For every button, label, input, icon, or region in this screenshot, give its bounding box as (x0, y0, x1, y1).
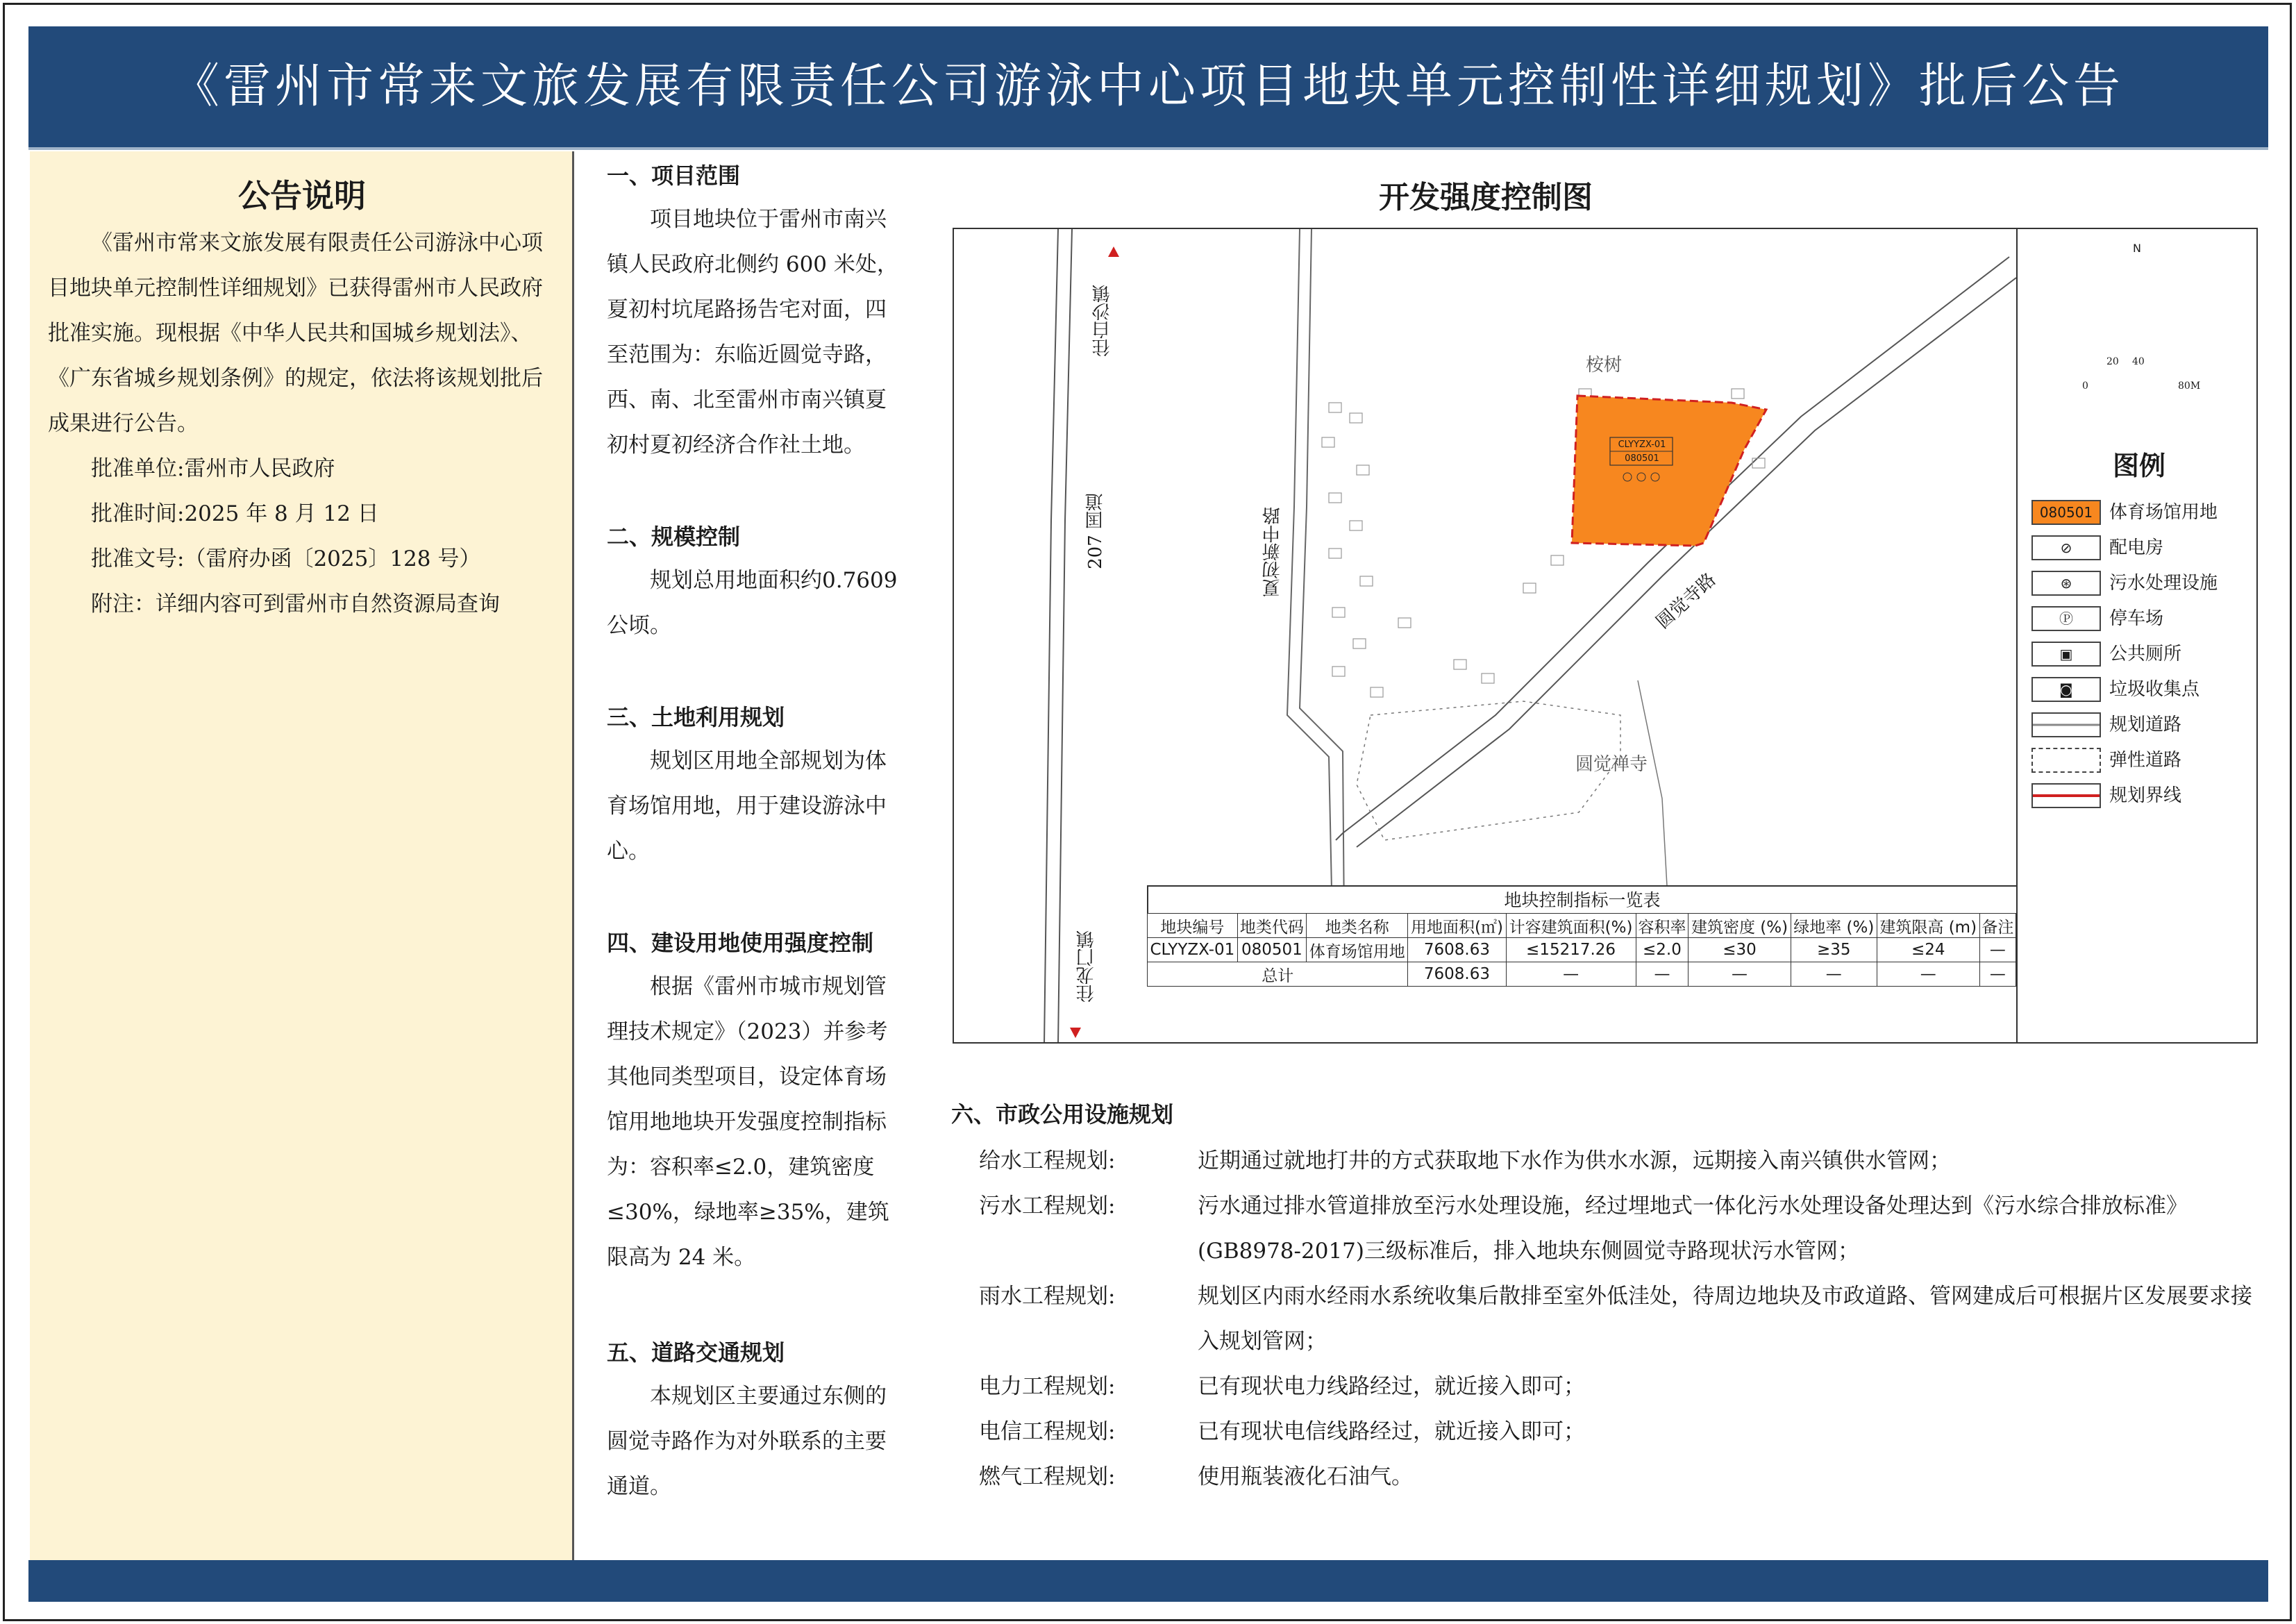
south-arrow-marker (1070, 1028, 1081, 1038)
indicator-table (1147, 913, 2016, 987)
table-cell: — (1506, 962, 1636, 987)
control-indicator-table (1147, 885, 2016, 1044)
section-title: 六、市政公用设施规划 (951, 1101, 1174, 1128)
municipal-label: 电信工程规划: (979, 1419, 1116, 1444)
north-arrow-marker (1108, 246, 1119, 257)
section-project-scope (607, 158, 905, 468)
label-temple: 圆觉禅寺 (1575, 754, 1648, 775)
flexible-road-swatch (2031, 748, 2101, 773)
municipal-label: 电力工程规划: (979, 1374, 1116, 1399)
municipal-text: 规划区内雨水经雨水系统收集后散排至室外低洼处，待周边地块及市政道路、管网建成后可根据片区发展要求接入规划管网； (1198, 1284, 2252, 1354)
table-cell: — (1636, 962, 1689, 987)
table-cell: — (1979, 962, 2016, 987)
section-text: 项目地块位于雷州市南兴镇人民政府北侧约 600 米处，夏初村坑尾路扬告宅对面，四至范围为：东临近圆觉寺路，西、南、北至雷州市南兴镇夏初村夏初经济合作社土地。 (607, 207, 898, 458)
road-xiachu-edge (1300, 229, 1344, 923)
approval-date: 批准时间:2025 年 8 月 12 日 (91, 501, 379, 526)
legend-label: 体育场馆用地 (2109, 502, 2218, 523)
legend-item-flexible-road (2031, 748, 2258, 776)
scale-label-80: 80M (2178, 380, 2201, 392)
table-header: 地类代码 (1237, 914, 1306, 938)
road-207-edge (1058, 229, 1072, 1044)
page-title: 《雷州市常来文旅发展有限责任公司游泳中心项目地块单元控制性详细规划》批后公告 (171, 59, 2125, 114)
section-text: 根据《雷州市城市规划管理技术规定》（2023）并参考其他同类型项目，设定体育场馆用地地块开发强度控制指标为：容积率≤2.0，建筑密度≤30%，绿地率≥35%，建筑限高为 24 米。 (607, 974, 889, 1270)
municipal-item-water (979, 1139, 2256, 1184)
municipal-text: 已有现状电力线路经过，就近接入即可； (1198, 1374, 1585, 1399)
section-title: 二、规模控制 (607, 524, 741, 550)
legend-item-sewage (2031, 571, 2258, 598)
approval-unit: 批准单位:雷州市人民政府 (91, 456, 335, 481)
section-intensity-control (607, 926, 905, 1280)
section-title: 三、土地利用规划 (607, 704, 785, 730)
title-banner (28, 26, 2268, 150)
legend-item-parking (2031, 606, 2258, 634)
parking-icon: Ⓟ (2031, 606, 2101, 631)
announcement-paragraph: 《雷州市常来文旅发展有限责任公司游泳中心项目地块单元控制性详细规划》已获得雷州市人民政府批准实施。现根据《中华人民共和国城乡规划法》、《广东省城乡规划条例》的规定，依法将该规划批后成果进行公告。 (48, 231, 543, 436)
legend-label: 弹性道路 (2109, 750, 2182, 771)
table-header: 容积率 (1636, 914, 1689, 938)
section-land-use (607, 700, 905, 874)
bottom-bar (28, 1560, 2268, 1602)
road-207-edge (1044, 229, 1058, 1044)
road-yuanjue-edge (1336, 257, 2009, 840)
announcement-note: 附注：详细内容可到雷州市自然资源局查询 (91, 592, 500, 617)
table-cell: 总计 (1148, 962, 1408, 987)
section-scale-control (607, 519, 905, 648)
municipal-item-gas (979, 1455, 2256, 1500)
scale-label-0: 0 (2082, 380, 2088, 392)
scale-label-40: 40 (2132, 356, 2145, 367)
municipal-text: 近期通过就地打井的方式获取地下水作为供水水源，远期接入南兴镇供水管网； (1198, 1148, 1951, 1173)
section-text: 规划区用地全部规划为体育场馆用地，用于建设游泳中心。 (607, 748, 887, 864)
table-cell: ≤15217.26 (1506, 938, 1636, 962)
map-legend (2016, 229, 2258, 1044)
table-header: 计容建筑面积(%) (1506, 914, 1636, 938)
table-total-row (1148, 962, 2016, 987)
table-cell: ≤2.0 (1636, 938, 1689, 962)
table-header: 地块编号 (1148, 914, 1238, 938)
legend-label: 污水处理设施 (2109, 573, 2218, 594)
table-cell: 7608.63 (1408, 938, 1506, 962)
approval-doc-number: 批准文号:（雷府办函〔2025〕128 号） (91, 546, 481, 571)
municipal-label: 给水工程规划: (979, 1148, 1116, 1173)
municipal-label: 污水工程规划: (979, 1194, 1116, 1219)
substation-icon: ⊘ (2031, 535, 2101, 560)
table-header: 用地面积(㎡) (1408, 914, 1506, 938)
section-title: 一、项目范围 (607, 162, 741, 189)
municipal-item-telecom (979, 1409, 2256, 1455)
parcel-id-label: CLYYZX-01 (1618, 440, 1666, 450)
legend-item-sports-land (2031, 500, 2258, 528)
parcel-clyyzx-01 (1572, 396, 1766, 546)
section-title: 四、建设用地使用强度控制 (607, 930, 874, 956)
table-cell: 7608.63 (1408, 962, 1506, 987)
table-header: 建筑密度 (%) (1689, 914, 1791, 938)
table-cell: — (1791, 962, 1877, 987)
table-header: 绿地率 (%) (1791, 914, 1877, 938)
legend-item-substation (2031, 535, 2258, 563)
table-cell: 080501 (1237, 938, 1306, 962)
label-road-south: 往龙门镇 (1076, 930, 1097, 1003)
section-title: 五、道路交通规划 (607, 1339, 785, 1366)
table-title: 地块控制指标一览表 (1147, 885, 2016, 913)
table-cell: CLYYZX-01 (1148, 938, 1238, 962)
parcel-code-label: 080501 (1625, 453, 1659, 464)
label-village: 桉树 (1586, 355, 1623, 376)
table-cell: — (1877, 962, 1979, 987)
table-cell: ≤24 (1877, 938, 1979, 962)
sewage-facility-icon: ⊛ (2031, 571, 2101, 596)
table-header: 备注 (1979, 914, 2016, 938)
legend-item-boundary (2031, 783, 2258, 811)
table-cell: — (1689, 962, 1791, 987)
table-row (1148, 938, 2016, 962)
label-road-north: 往白沙镇 (1092, 285, 1113, 357)
section-municipal (951, 1097, 2256, 1500)
municipal-item-rainwater (979, 1274, 2256, 1364)
table-cell: ≤30 (1689, 938, 1791, 962)
label-road-xiachu: 夏初新中路 (1262, 507, 1283, 597)
map-title: 开发强度控制图 (1379, 180, 1593, 215)
legend-item-garbage (2031, 677, 2258, 705)
map-panel (923, 151, 2268, 1560)
table-header: 地类名称 (1307, 914, 1408, 938)
legend-title: 图例 (2112, 451, 2165, 481)
road-yuanjue-edge (1357, 278, 2016, 847)
announcement-title: 公告说明 (238, 177, 366, 215)
development-intensity-map (953, 228, 2258, 1044)
municipal-label: 燃气工程规划: (979, 1464, 1116, 1489)
label-road-yuanjue: 圆觉寺路 (1652, 569, 1720, 633)
garbage-point-icon: ◙ (2031, 677, 2101, 702)
legend-label: 垃圾收集点 (2109, 679, 2200, 700)
municipal-text: 污水通过排水管道排放至污水处理设施，经过埋地式一体化污水处理设备处理达到《污水综合排放标准》(GB8978-2017)三级标准后，排入地块东侧圆觉寺路现状污水管网； (1198, 1194, 2188, 1264)
table-header: 建筑限高 (m) (1877, 914, 1979, 938)
planned-road-swatch (2031, 712, 2101, 737)
boundary-swatch (2031, 783, 2101, 808)
announcement-body (48, 221, 562, 627)
legend-label: 规划界线 (2109, 785, 2182, 806)
table-header-row (1148, 914, 2016, 938)
legend-label: 规划道路 (2109, 714, 2182, 735)
table-cell: 体育场馆用地 (1307, 938, 1408, 962)
legend-swatch-orange: 080501 (2031, 500, 2101, 525)
toilet-icon: ▣ (2031, 642, 2101, 667)
municipal-item-power (979, 1364, 2256, 1409)
legend-item-toilet (2031, 642, 2258, 669)
section-text: 规划总用地面积约0.7609 公顷。 (607, 568, 898, 638)
label-road-207: 207 国道 (1085, 493, 1106, 569)
municipal-label: 雨水工程规划: (979, 1284, 1116, 1309)
legend-label: 停车场 (2109, 608, 2164, 629)
section-text: 本规划区主要通过东侧的圆觉寺路作为对外联系的主要通道。 (607, 1384, 887, 1499)
scale-label-20: 20 (2106, 356, 2119, 367)
table-cell: — (1979, 938, 2016, 962)
legend-label: 公共厕所 (2109, 644, 2182, 664)
legend-label: 配电房 (2109, 537, 2164, 558)
compass-north-label: N (2133, 242, 2141, 255)
legend-item-planned-road (2031, 712, 2258, 740)
table-cell: ≥35 (1791, 938, 1877, 962)
municipal-item-sewage (979, 1184, 2256, 1274)
plan-text-column (576, 151, 923, 1560)
section-road-traffic (607, 1335, 905, 1509)
announcement-panel (30, 151, 574, 1560)
municipal-text: 使用瓶装液化石油气。 (1198, 1464, 1413, 1489)
municipal-text: 已有现状电信线路经过，就近接入即可； (1198, 1419, 1585, 1444)
